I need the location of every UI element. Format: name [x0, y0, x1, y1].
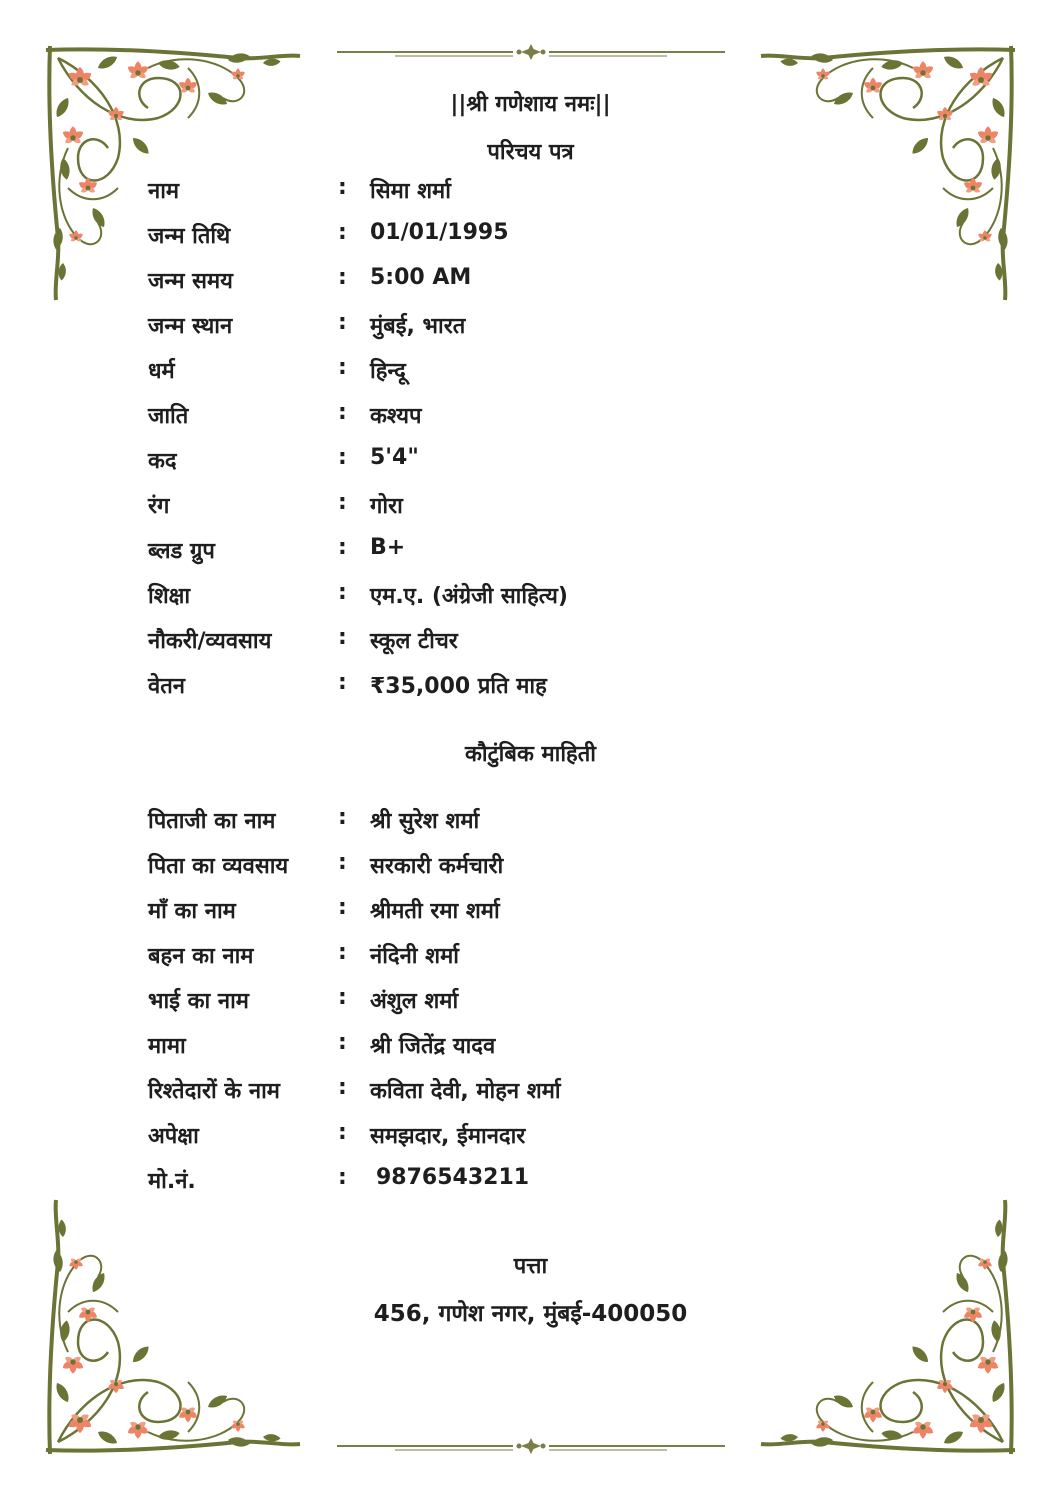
row-label: वेतन	[148, 674, 185, 699]
row-value: 5:00 AM	[370, 265, 472, 290]
row-label: ब्लड ग्रुप	[148, 539, 215, 564]
row-value: मुंबई, भारत	[370, 314, 466, 339]
row-value: श्री सुरेश शर्मा	[370, 809, 480, 834]
row-separator: :	[338, 940, 347, 965]
row-label: नौकरी/व्यवसाय	[148, 629, 272, 654]
row-label: रिश्तेदारों के नाम	[148, 1079, 280, 1104]
row-separator: :	[338, 175, 347, 200]
row-separator: :	[338, 490, 347, 515]
bottom-divider	[335, 1436, 727, 1456]
row-label: पिता का व्यवसाय	[148, 854, 289, 879]
row-separator: :	[338, 265, 347, 290]
row-label: अपेक्षा	[148, 1124, 199, 1149]
row-value: एम.ए. (अंग्रेजी साहित्य)	[370, 584, 568, 609]
row-separator: :	[338, 580, 347, 605]
row-separator: :	[338, 310, 347, 335]
row-label: जन्म तिथि	[148, 224, 231, 249]
row-separator: :	[338, 1120, 347, 1145]
address-title: पत्ता	[513, 1254, 548, 1279]
corner-ornament-top-right	[758, 38, 1023, 303]
row-separator: :	[338, 985, 347, 1010]
corner-ornament-bottom-right	[758, 1197, 1023, 1462]
row-separator: :	[338, 355, 347, 380]
row-value: सिमा शर्मा	[370, 179, 451, 204]
row-separator: :	[338, 220, 347, 245]
row-label: जाति	[148, 404, 189, 429]
row-separator: :	[338, 625, 347, 650]
row-label: नाम	[148, 179, 180, 204]
row-label: जन्म स्थान	[148, 314, 233, 339]
row-label: कद	[148, 449, 177, 474]
row-label: शिक्षा	[148, 584, 191, 609]
row-value: कश्यप	[370, 404, 422, 429]
row-separator: :	[338, 1165, 347, 1190]
row-label: रंग	[148, 494, 170, 519]
address-value: 456, गणेश नगर, मुंबई-400050	[373, 1301, 688, 1327]
row-separator: :	[338, 400, 347, 425]
row-label: जन्म समय	[148, 269, 233, 294]
row-separator: :	[338, 670, 347, 695]
row-value: B+	[370, 535, 406, 560]
row-label: मो.नं.	[148, 1169, 196, 1194]
row-separator: :	[338, 1030, 347, 1055]
invocation-heading: ||श्री गणेशाय नमः||	[450, 92, 611, 117]
row-label: धर्म	[148, 359, 175, 384]
row-separator: :	[338, 535, 347, 560]
row-separator: :	[338, 850, 347, 875]
corner-ornament-top-left	[38, 38, 303, 303]
row-value: नंदिनी शर्मा	[370, 944, 459, 969]
row-value: ₹35,000 प्रति माह	[370, 674, 547, 699]
row-value: हिन्दू	[370, 359, 406, 384]
row-value: श्री जितेंद्र यादव	[370, 1034, 496, 1059]
row-label: बहन का नाम	[148, 944, 254, 969]
row-value: स्कूल टीचर	[370, 629, 458, 654]
family-section-title: कौटुंबिक माहिती	[465, 742, 596, 767]
row-value: कविता देवी, मोहन शर्मा	[370, 1079, 561, 1104]
row-value: 5'4"	[370, 445, 419, 470]
row-separator: :	[338, 895, 347, 920]
corner-ornament-bottom-left	[38, 1197, 303, 1462]
row-value: समझदार, ईमानदार	[370, 1124, 526, 1149]
row-value: 01/01/1995	[370, 220, 509, 245]
top-divider	[335, 42, 727, 62]
row-separator: :	[338, 805, 347, 830]
row-label: मामा	[148, 1034, 186, 1059]
row-value: अंशुल शर्मा	[370, 989, 459, 1014]
row-value: श्रीमती रमा शर्मा	[370, 899, 500, 924]
page-title: परिचय पत्र	[487, 140, 574, 165]
row-separator: :	[338, 445, 347, 470]
row-value: गोरा	[370, 494, 403, 519]
row-value: 9876543211	[376, 1165, 530, 1190]
row-label: माँ का नाम	[148, 899, 236, 924]
row-label: पिताजी का नाम	[148, 809, 276, 834]
row-value: सरकारी कर्मचारी	[370, 854, 504, 879]
row-separator: :	[338, 1075, 347, 1100]
row-label: भाई का नाम	[148, 989, 249, 1014]
